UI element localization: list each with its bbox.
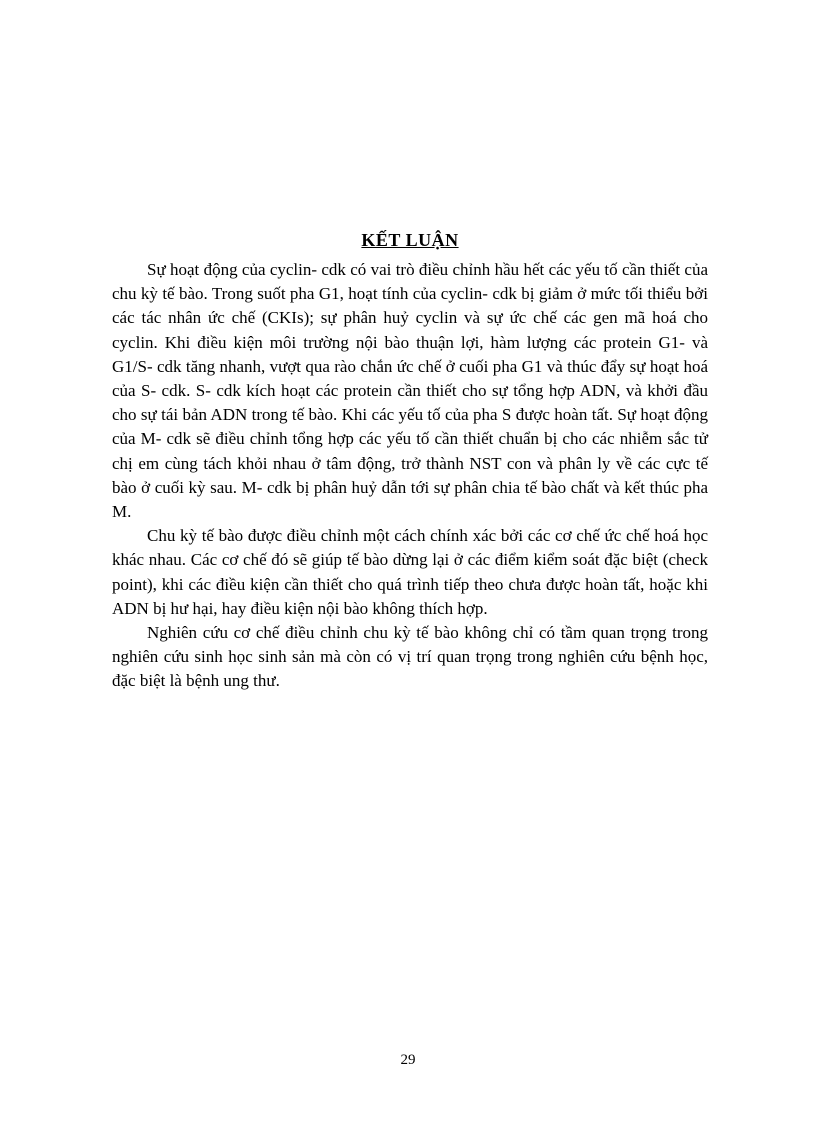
paragraph-cyclin-cdk: Sự hoạt động của cyclin- cdk có vai trò điều chỉnh hầu hết các yếu tố cần thiết của chu kỳ tế bào. Trong suốt pha G1, hoạt tính của cyclin- cdk bị giảm ở mức tối thiểu bởi các tác nhân ức chế (CKIs); sự phân huỷ cyclin và sự ức chế các gen mã hoá cho cyclin. Khi điều kiện môi trường nội bào thuận lợi, hàm lượng các protein G1- và G1/S- cdk tăng nhanh, vượt qua rào chắn ức chế ở cuối pha G1 và thúc đẩy sự hoạt hoá của S- cdk. S- cdk kích hoạt các protein cần thiết cho sự tổng hợp ADN, và khởi đầu cho sự tái bản ADN trong tế bào. Khi các yếu tố của pha S được hoàn tất. Sự hoạt động của M- cdk sẽ điều chỉnh tổng hợp các yếu tố cần thiết chuẩn bị cho các nhiễm sắc tử chị em cùng tách khỏi nhau ở tâm động, trở thành NST con và phân ly về các cực tế bào ở cuối kỳ sau. M- cdk bị phân huỷ dẫn tới sự phân chia tế bào chất và kết thúc pha M. (112, 260, 708, 522)
paragraph-checkpoints: Chu kỳ tế bào được điều chỉnh một cách chính xác bởi các cơ chế ức chế hoá học khác nhau. Các cơ chế đó sẽ giúp tế bào dừng lại ở các điểm kiểm soát đặc biệt (check point), khi các điều kiện cần thiết cho quá trình tiếp theo chưa được hoàn tất, hoặc khi ADN bị hư hại, hay điều kiện nội bào không thích hợp. (112, 526, 708, 618)
section-heading: KẾT LUẬN (361, 230, 459, 250)
paragraph-research-importance: Nghiên cứu cơ chế điều chỉnh chu kỳ tế bào không chỉ có tầm quan trọng trong nghiên cứu sinh học sinh sản mà còn có vị trí quan trọng trong nghiên cứu bệnh học, đặc biệt là bệnh ung thư. (112, 623, 708, 691)
page-number: 29 (400, 1052, 416, 1068)
page-content (112, 226, 708, 694)
